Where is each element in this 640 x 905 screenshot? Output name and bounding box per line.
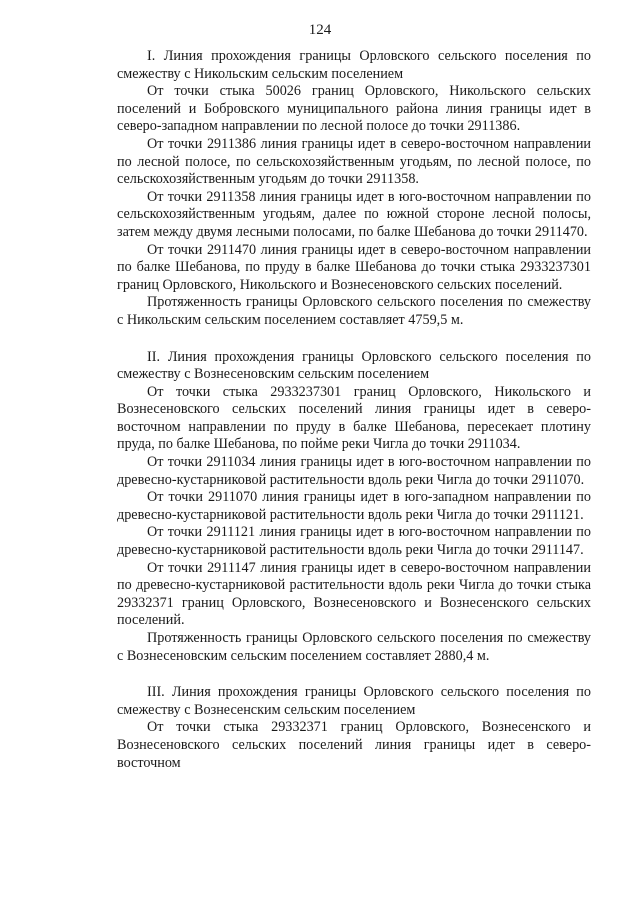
paragraph: От точки стыка 2933237301 границ Орловского, Никольского и Вознесеновского сельских поселений линия границы идет в северо-восточном направлении по пруду в балке Шебанова, пересекает плотину пруда, по балке Шебанова, по пойме реки Чигла до точки 2911034. [117, 383, 591, 453]
paragraph: От точки 2911386 линия границы идет в северо-восточном направлении по лесной полосе, по сельскохозяйственным угодьям, по лесной полосе, по сельскохозяйственным угодьям до точки 2911358. [117, 135, 591, 188]
paragraph: От точки 2911147 линия границы идет в северо-восточном направлении по древесно-кустарниковой растительности вдоль реки Чигла до точки стыка 29332371 границ Орловского, Вознесеновского и Вознесенского сельских поселений. [117, 559, 591, 629]
section-1 [117, 48, 591, 330]
paragraph: От точки стыка 29332371 границ Орловского, Вознесенского и Вознесеновского сельских поселений линия границы идет в северо-восточном [117, 719, 591, 771]
paragraph-length-summary: Протяженность границы Орловского сельского поселения по смежеству с Вознесеновским сельским поселением составляет 2880,4 м. [117, 630, 591, 664]
document-body [117, 48, 591, 772]
paragraph: От точки 2911121 линия границы идет в юго-восточном направлении по древесно-кустарниковой растительности вдоль реки Чигла до точки 2911147. [117, 524, 591, 559]
section-heading: III. Линия прохождения границы Орловского сельского поселения по смежеству с Вознесенским сельским поселением [117, 684, 591, 718]
section-heading: I. Линия прохождения границы Орловского сельского поселения по смежеству с Никольским сельским поселением [117, 48, 591, 82]
section-3 [117, 684, 591, 772]
paragraph: От точки стыка 50026 границ Орловского, Никольского сельских поселений и Бобровского муниципального района линия границы идет в северо-западном направлении по лесной полосе до точки 2911386. [117, 83, 591, 135]
paragraph-length-summary: Протяженность границы Орловского сельского поселения по смежеству с Никольским сельским поселением составляет 4759,5 м. [117, 294, 591, 328]
paragraph: От точки 2911358 линия границы идет в юго-восточном направлении по сельскохозяйственным угодьям, далее по южной стороне лесной полосы, затем между двумя лесными полосами, по балке Шебанова до точки 2911470. [117, 188, 591, 240]
section-heading: II. Линия прохождения границы Орловского сельского поселения по смежеству с Вознесеновским сельским поселением [117, 348, 591, 383]
paragraph: От точки 2911470 линия границы идет в северо-восточном направлении по балке Шебанова, по пруду в балке Шебанова до точки стыка 2933237301 границ Орловского, Никольского и Вознесеновского сельских поселений. [117, 241, 591, 293]
paragraph: От точки 2911070 линия границы идет в юго-западном направлении по древесно-кустарниковой растительности вдоль реки Чигла до точки 2911121. [117, 489, 591, 523]
paragraph: От точки 2911034 линия границы идет в юго-восточном направлении по древесно-кустарниковой растительности вдоль реки Чигла до точки 2911070. [117, 454, 591, 488]
section-2 [117, 349, 591, 666]
page-number: 124 [308, 22, 332, 38]
